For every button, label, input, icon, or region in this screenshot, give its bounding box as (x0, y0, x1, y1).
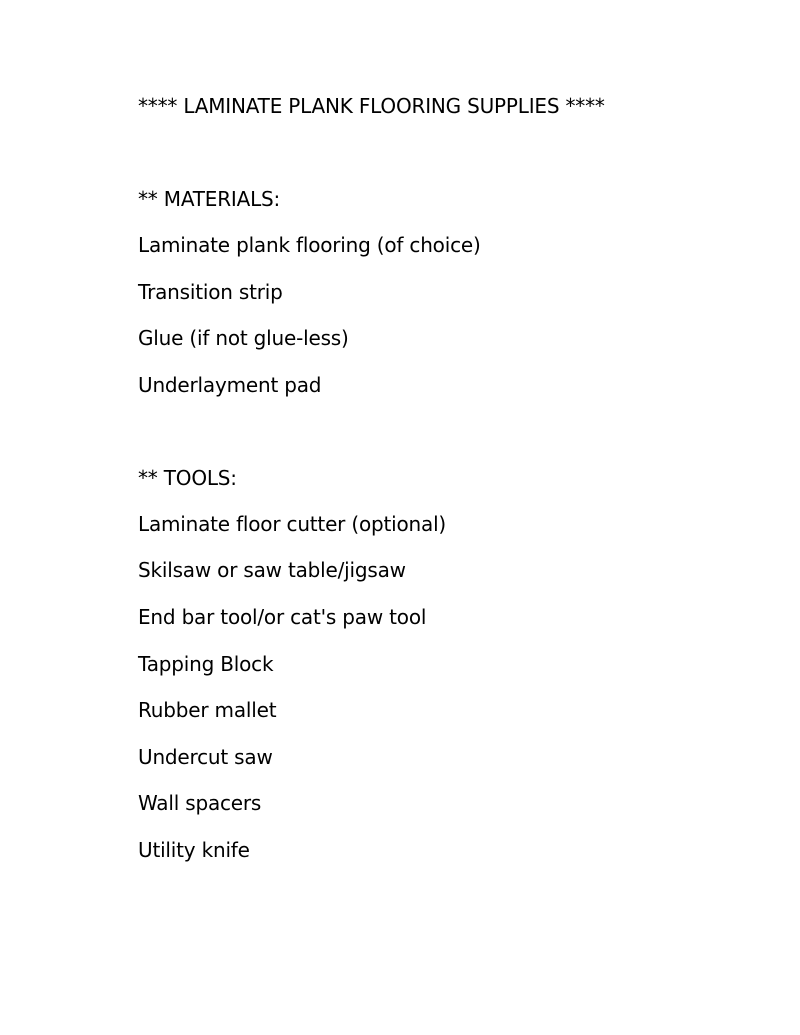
materials-heading: ** MATERIALS: (138, 187, 281, 211)
list-item: Tapping Block (138, 651, 274, 676)
list-item: Glue (if not glue-less) (138, 326, 349, 351)
list-item: Wall spacers (138, 791, 262, 816)
list-item: Laminate plank flooring (of choice) (138, 233, 481, 257)
list-item: Rubber mallet (138, 698, 277, 723)
list-item: End bar tool/or cat's paw tool (138, 604, 427, 629)
list-item: Transition strip (138, 279, 283, 304)
document-title: **** LAMINATE PLANK FLOORING SUPPLIES **** (138, 94, 605, 118)
materials-list (138, 231, 778, 399)
list-item: Skilsaw or saw table/jigsaw (138, 558, 406, 583)
document-page (138, 92, 778, 883)
tools-heading: ** TOOLS: (138, 465, 237, 490)
list-item: Utility knife (138, 837, 250, 862)
list-item: Laminate floor cutter (optional) (138, 511, 447, 536)
tools-section (138, 464, 778, 864)
list-item: Underlayment pad (138, 372, 322, 397)
list-item: Undercut saw (138, 744, 273, 769)
materials-section (138, 185, 778, 399)
tools-list (138, 510, 778, 864)
